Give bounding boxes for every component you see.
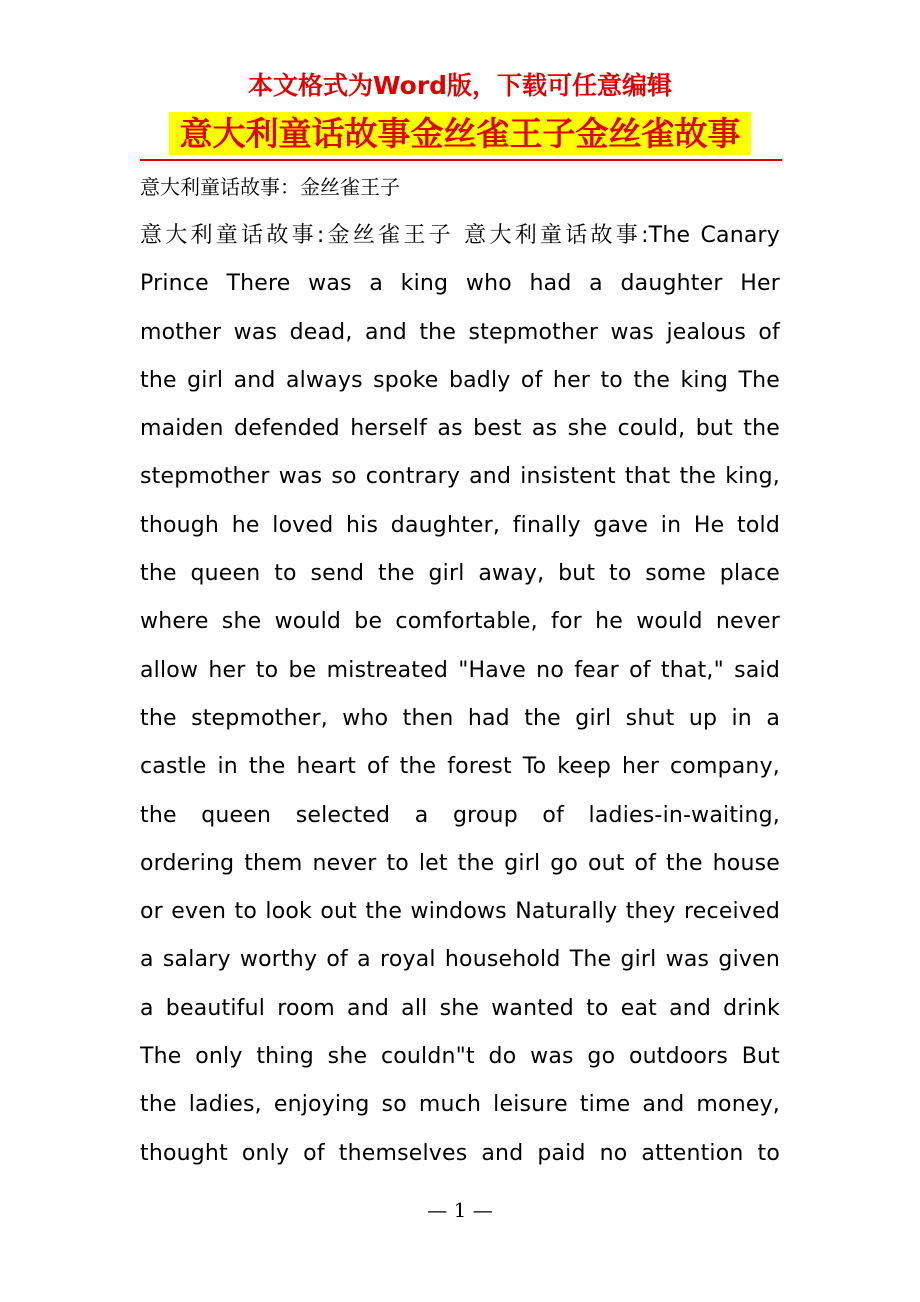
body-line: maiden defended herself as best as she could, but the xyxy=(140,416,780,442)
story-body xyxy=(140,212,780,1178)
body-line: the queen to send the girl away, but to some place xyxy=(140,561,780,587)
body-line: the queen selected a group of ladies-in-waiting, xyxy=(140,802,780,828)
body-line: allow her to be mistreated "Have no fear of that," said xyxy=(140,657,780,683)
body-line: ordering them never to let the girl go out of the house xyxy=(140,850,780,876)
body-line: the girl and always spoke badly of her to the king The xyxy=(140,367,780,393)
body-line: a beautiful room and all she wanted to eat and drink xyxy=(140,995,780,1021)
body-line: a salary worthy of a royal household The girl was given xyxy=(140,947,780,973)
body-line: mother was dead, and the stepmother was jealous of xyxy=(140,319,780,345)
body-line: the stepmother, who then had the girl shut up in a xyxy=(140,705,780,731)
body-line: where she would be comfortable, for he would never xyxy=(140,609,780,635)
title-banner xyxy=(140,110,782,161)
body-line: thought only of themselves and paid no attention to xyxy=(140,1140,780,1166)
document-title: 意大利童话故事金丝雀王子金丝雀故事 xyxy=(169,112,751,155)
body-line: Prince There was a king who had a daughter Her xyxy=(140,271,780,297)
document-subtitle: 意大利童话故事：金丝雀王子 xyxy=(140,175,400,199)
page-number: — 1 — xyxy=(427,1198,493,1222)
body-line: though he loved his daughter, finally gave in He told xyxy=(140,512,780,538)
body-line: castle in the heart of the forest To keep her company, xyxy=(140,754,780,780)
format-notice: 本文格式为Word版，下载可任意编辑 xyxy=(247,71,673,100)
body-line: 意大利童话故事:金丝雀王子 意大利童话故事:The Canary xyxy=(140,223,780,248)
body-line: stepmother was so contrary and insistent that the king, xyxy=(140,464,780,490)
body-line: The only thing she couldn"t do was go outdoors But xyxy=(140,1044,780,1070)
body-line: or even to look out the windows Naturally they received xyxy=(140,899,780,925)
body-line: the ladies, enjoying so much leisure time and money, xyxy=(140,1092,780,1118)
